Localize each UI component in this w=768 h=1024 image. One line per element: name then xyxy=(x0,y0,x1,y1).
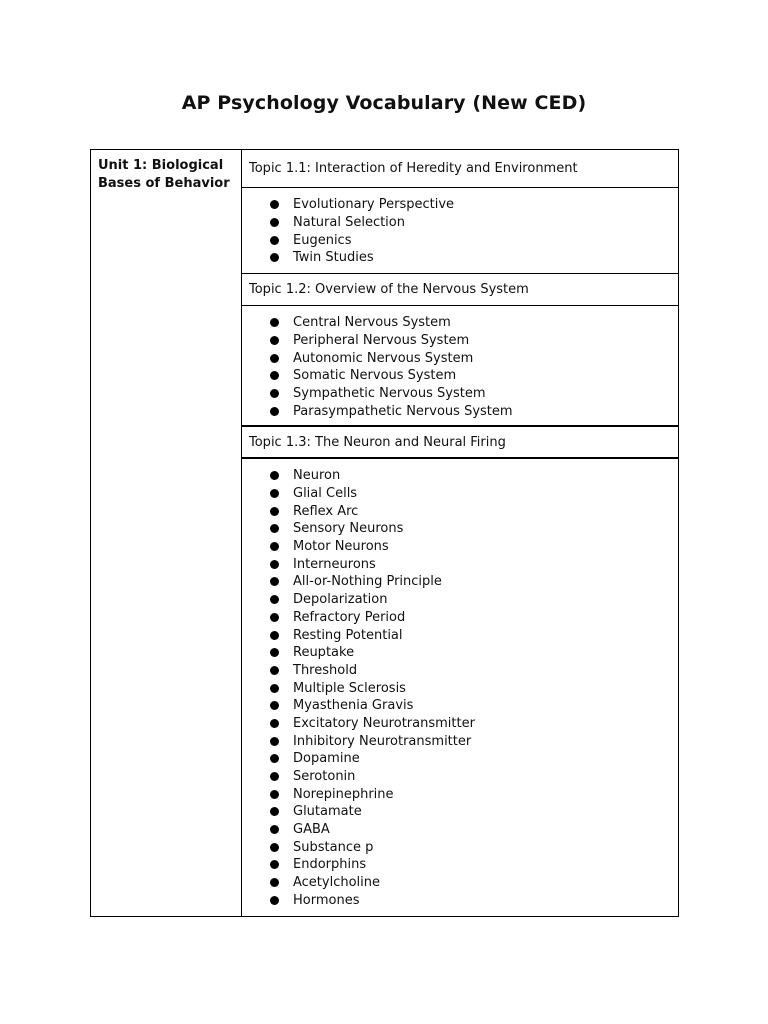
bullet-icon xyxy=(270,507,279,516)
term-list-1-2 xyxy=(270,314,678,420)
bullet-icon xyxy=(270,878,279,887)
bullet-icon xyxy=(270,684,279,693)
term-item xyxy=(270,196,678,214)
bullet-icon xyxy=(270,542,279,551)
term-label: Evolutionary Perspective xyxy=(293,197,455,213)
bullet-icon xyxy=(270,389,279,398)
unit-label-line2: Bases of Behavior xyxy=(98,176,230,191)
term-label: Glutamate xyxy=(293,804,362,820)
term-label: Acetylcholine xyxy=(293,875,381,891)
term-label: Endorphins xyxy=(293,857,367,873)
term-label: All-or-Nothing Principle xyxy=(293,574,442,590)
bullet-icon xyxy=(270,843,279,852)
bullet-icon xyxy=(270,790,279,799)
topic-terms-1-2 xyxy=(242,306,678,427)
term-list-1-1 xyxy=(270,196,678,267)
bullet-icon xyxy=(270,737,279,746)
term-item xyxy=(270,679,678,697)
bullet-icon xyxy=(270,560,279,569)
term-item xyxy=(270,591,678,609)
term-label: Myasthenia Gravis xyxy=(293,698,414,714)
topic-terms-1-1 xyxy=(242,188,678,274)
bullet-icon xyxy=(270,236,279,245)
term-item xyxy=(270,750,678,768)
bullet-icon xyxy=(270,489,279,498)
term-label: Reuptake xyxy=(293,645,355,661)
term-label: Multiple Sclerosis xyxy=(293,680,406,696)
term-item xyxy=(270,214,678,232)
term-item xyxy=(270,838,678,856)
term-label: Resting Potential xyxy=(293,627,403,643)
topic-header-1-2: Topic 1.2: Overview of the Nervous System xyxy=(242,274,678,306)
term-item xyxy=(270,485,678,503)
term-item xyxy=(270,502,678,520)
term-label: Refractory Period xyxy=(293,609,406,625)
term-item xyxy=(270,644,678,662)
bullet-icon xyxy=(270,253,279,262)
bullet-icon xyxy=(270,471,279,480)
term-label: Parasympathetic Nervous System xyxy=(293,403,513,419)
bullet-icon xyxy=(270,631,279,640)
term-label: Excitatory Neurotransmitter xyxy=(293,715,475,731)
bullet-icon xyxy=(270,407,279,416)
bullet-icon xyxy=(270,666,279,675)
term-label: Threshold xyxy=(293,662,358,678)
term-label: Central Nervous System xyxy=(293,315,451,331)
term-label: Natural Selection xyxy=(293,215,405,231)
term-list-1-3 xyxy=(270,467,678,909)
term-item xyxy=(270,402,678,420)
bullet-icon xyxy=(270,524,279,533)
term-item xyxy=(270,555,678,573)
term-item xyxy=(270,349,678,367)
term-item xyxy=(270,332,678,350)
bullet-icon xyxy=(270,318,279,327)
unit-cell xyxy=(91,150,242,916)
term-item xyxy=(270,856,678,874)
term-label: Autonomic Nervous System xyxy=(293,350,474,366)
term-item xyxy=(270,821,678,839)
bullet-icon xyxy=(270,648,279,657)
bullet-icon xyxy=(270,577,279,586)
term-label: Dopamine xyxy=(293,751,360,767)
bullet-icon xyxy=(270,807,279,816)
bullet-icon xyxy=(270,772,279,781)
term-label: Interneurons xyxy=(293,556,376,572)
term-item xyxy=(270,662,678,680)
bullet-icon xyxy=(270,218,279,227)
topics-column xyxy=(242,150,678,916)
bullet-icon xyxy=(270,595,279,604)
topic-terms-1-3 xyxy=(242,459,678,916)
bullet-icon xyxy=(270,354,279,363)
term-label: Eugenics xyxy=(293,232,352,248)
vocabulary-table xyxy=(90,149,679,917)
document-title: AP Psychology Vocabulary (New CED) xyxy=(181,92,587,114)
term-label: Sympathetic Nervous System xyxy=(293,386,486,402)
term-label: Inhibitory Neurotransmitter xyxy=(293,733,472,749)
bullet-icon xyxy=(270,719,279,728)
bullet-icon xyxy=(270,200,279,209)
bullet-icon xyxy=(270,336,279,345)
term-label: Glial Cells xyxy=(293,486,358,502)
term-item xyxy=(270,803,678,821)
term-label: Serotonin xyxy=(293,769,356,785)
term-item xyxy=(270,874,678,892)
term-label: Norepinephrine xyxy=(293,786,394,802)
topic-header-1-1: Topic 1.1: Interaction of Heredity and Environment xyxy=(242,150,678,188)
term-item xyxy=(270,732,678,750)
bullet-icon xyxy=(270,896,279,905)
term-item xyxy=(270,609,678,627)
term-item xyxy=(270,573,678,591)
term-label: Somatic Nervous System xyxy=(293,368,457,384)
term-item xyxy=(270,768,678,786)
term-item xyxy=(270,385,678,403)
term-item xyxy=(270,520,678,538)
term-item xyxy=(270,785,678,803)
term-label: Reflex Arc xyxy=(293,503,359,519)
topic-header-1-3: Topic 1.3: The Neuron and Neural Firing xyxy=(242,427,678,459)
term-item xyxy=(270,715,678,733)
term-label: Hormones xyxy=(293,892,360,908)
term-item xyxy=(270,249,678,267)
term-item xyxy=(270,467,678,485)
term-item xyxy=(270,367,678,385)
term-label: Neuron xyxy=(293,468,341,484)
term-item xyxy=(270,626,678,644)
bullet-icon xyxy=(270,701,279,710)
term-label: Substance p xyxy=(293,839,374,855)
bullet-icon xyxy=(270,613,279,622)
bullet-icon xyxy=(270,754,279,763)
term-item xyxy=(270,892,678,910)
term-label: Depolarization xyxy=(293,592,388,608)
term-label: Sensory Neurons xyxy=(293,521,404,537)
term-label: GABA xyxy=(293,822,330,838)
bullet-icon xyxy=(270,860,279,869)
term-item xyxy=(270,697,678,715)
term-item xyxy=(270,314,678,332)
term-label: Motor Neurons xyxy=(293,539,389,555)
bullet-icon xyxy=(270,371,279,380)
bullet-icon xyxy=(270,825,279,834)
unit-label-line1: Unit 1: Biological xyxy=(98,158,224,173)
term-item xyxy=(270,538,678,556)
term-label: Peripheral Nervous System xyxy=(293,333,470,349)
term-label: Twin Studies xyxy=(293,250,374,266)
term-item xyxy=(270,231,678,249)
